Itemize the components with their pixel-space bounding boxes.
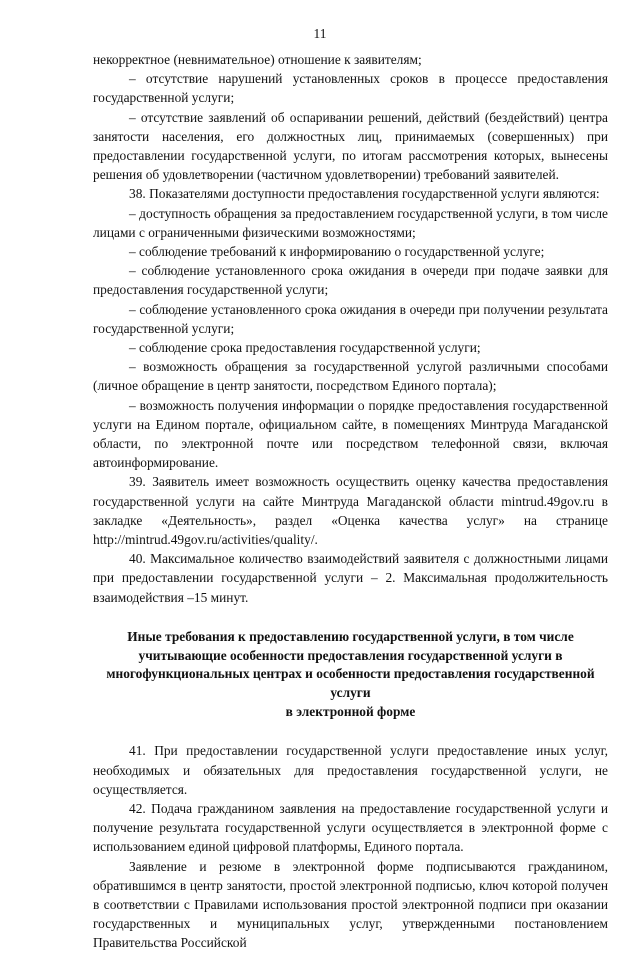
- paragraph: – возможность получения информации о порядке предоставления государственной услуги на Едином портале, официальном сайте, в помещениях Минтруда Магаданской области, по электронной почте или посредством телефонной связи, включая автоинформирование.: [93, 397, 608, 471]
- paragraph: Заявление и резюме в электронной форме подписываются гражданином, обратившимся в центр занятости, простой электронной подписью, ключ которой получен в соответствии с Правилами использования простой электронной подписи при оказании государственных и муниципальных услуг, утвержденными постановлением Правительства Российской: [93, 858, 608, 951]
- paragraph: – возможность обращения за государственной услугой различными способами (личное обращение в центр занятости, посредством Единого портала);: [93, 359, 608, 394]
- paragraph: – соблюдение срока предоставления государственной услуги;: [129, 340, 481, 356]
- paragraph: – соблюдение требований к информированию о государственной услуге;: [129, 244, 545, 260]
- page-number: 11: [313, 26, 327, 41]
- paragraph: 39. Заявитель имеет возможность осуществить оценку качества предоставления государственной услуги на сайте Минтруда Магаданской области mintrud.49gov.ru в закладке «Деятельность», раздел «Оценка качества услуг» на странице http://mintrud.49gov.ru/activities/quality/.: [93, 474, 608, 548]
- section-heading-line: Иные требования к предоставлению государственной услуги, в том числе: [127, 628, 574, 644]
- paragraph: 38. Показателями доступности предоставления государственной услуги являются:: [129, 186, 600, 202]
- paragraph: – отсутствие нарушений установленных сроков в процессе предоставления государственной услуги;: [93, 71, 608, 106]
- paragraph: 41. При предоставлении государственной услуги предоставление иных услуг, необходимых и обязательных для предоставления государственной услуги, не осуществляется.: [93, 743, 608, 797]
- paragraph: – отсутствие заявлений об оспаривании решений, действий (бездействий) центра занятости населения, его должностных лиц, принимаемых (совершенных) при предоставлении государственной услуги, по итогам рассмотрения которых, вынесены решения об удовлетворении (частичном удовлетворении) требований заявителей.: [93, 109, 608, 183]
- section-heading-line: учитывающие особенности предоставления государственной услуги в: [138, 647, 563, 663]
- paragraph: 40. Максимальное количество взаимодействий заявителя с должностными лицами при предоставлении государственной услуги – 2. Максимальная продолжительность взаимодействия –15 минут.: [93, 551, 608, 605]
- paragraph: – соблюдение установленного срока ожидания в очереди при получении результата государственной услуги;: [93, 301, 608, 336]
- document-body: [93, 50, 608, 953]
- paragraph: некорректное (невнимательное) отношение к заявителям;: [93, 52, 422, 67]
- paragraph: – доступность обращения за предоставлением государственной услуги, в том числе лицами с ограниченными физическими возможностями;: [93, 205, 608, 240]
- section-heading-line: многофункциональных центрах и особенности предоставления государственной услуги: [106, 666, 595, 700]
- section-heading: [93, 628, 608, 722]
- paragraph: 42. Подача гражданином заявления на предоставление государственной услуги и получение результата государственной услуги осуществляется в электронной форме с использованием единой цифровой платформы, Единого портала.: [93, 801, 608, 855]
- section-heading-line: в электронной форме: [285, 703, 416, 719]
- paragraph: – соблюдение установленного срока ожидания в очереди при подаче заявки для предоставления государственной услуги;: [93, 263, 608, 298]
